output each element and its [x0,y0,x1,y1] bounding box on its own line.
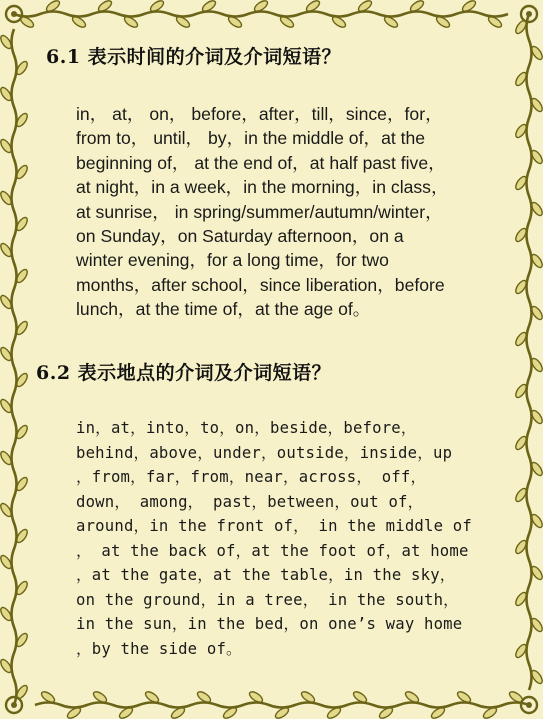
text-line: ， at the back of，at the foot of，at home [76,541,469,560]
text-line: at sunrise， in spring/summer/autumn/winter， [76,201,443,222]
text-line: ，by the side of。 [76,639,242,658]
section-heading-place-prepositions: 6.2 表示地点的介词及介词短语？ [36,362,332,384]
text-line: in， at， on， before，after，till，since，for， [76,104,443,124]
text-line: on the ground，in a tree， in the south， [76,590,459,609]
text-line: around，in the front of， in the middle of [76,517,472,535]
paragraph-place-prepositions [76,416,472,661]
text-line: lunch，at the time of，at the age of。 [76,299,371,320]
text-line: ，at the gate，at the table，in the sky， [76,566,456,584]
paragraph-time-prepositions [76,102,449,322]
text-line: behind，above，under，outside，inside，up [76,443,453,462]
text-line: from to， until， by，in the middle of，at the [76,128,426,149]
text-line: beginning of， at the end of，at half past five， [76,152,446,173]
text-line: on Sunday，on Saturday afternoon，on a [76,226,404,247]
section-heading-time-prepositions: 6.1 表示时间的介词及介词短语？ [46,46,342,68]
text-line: in，at，into，to，on，beside，before， [76,419,417,437]
text-line: down， among， past，between，out of， [76,492,424,511]
text-line: winter evening，for a long time，for two [76,250,389,271]
text-line: at night，in a week，in the morning，in class， [76,177,449,198]
text-line: months，after school，since liberation，before [76,274,445,295]
text-line: in the sun，in the bed，on one’s way home [76,615,463,633]
text-line: ，from，far，from，near，across， off， [76,468,427,486]
